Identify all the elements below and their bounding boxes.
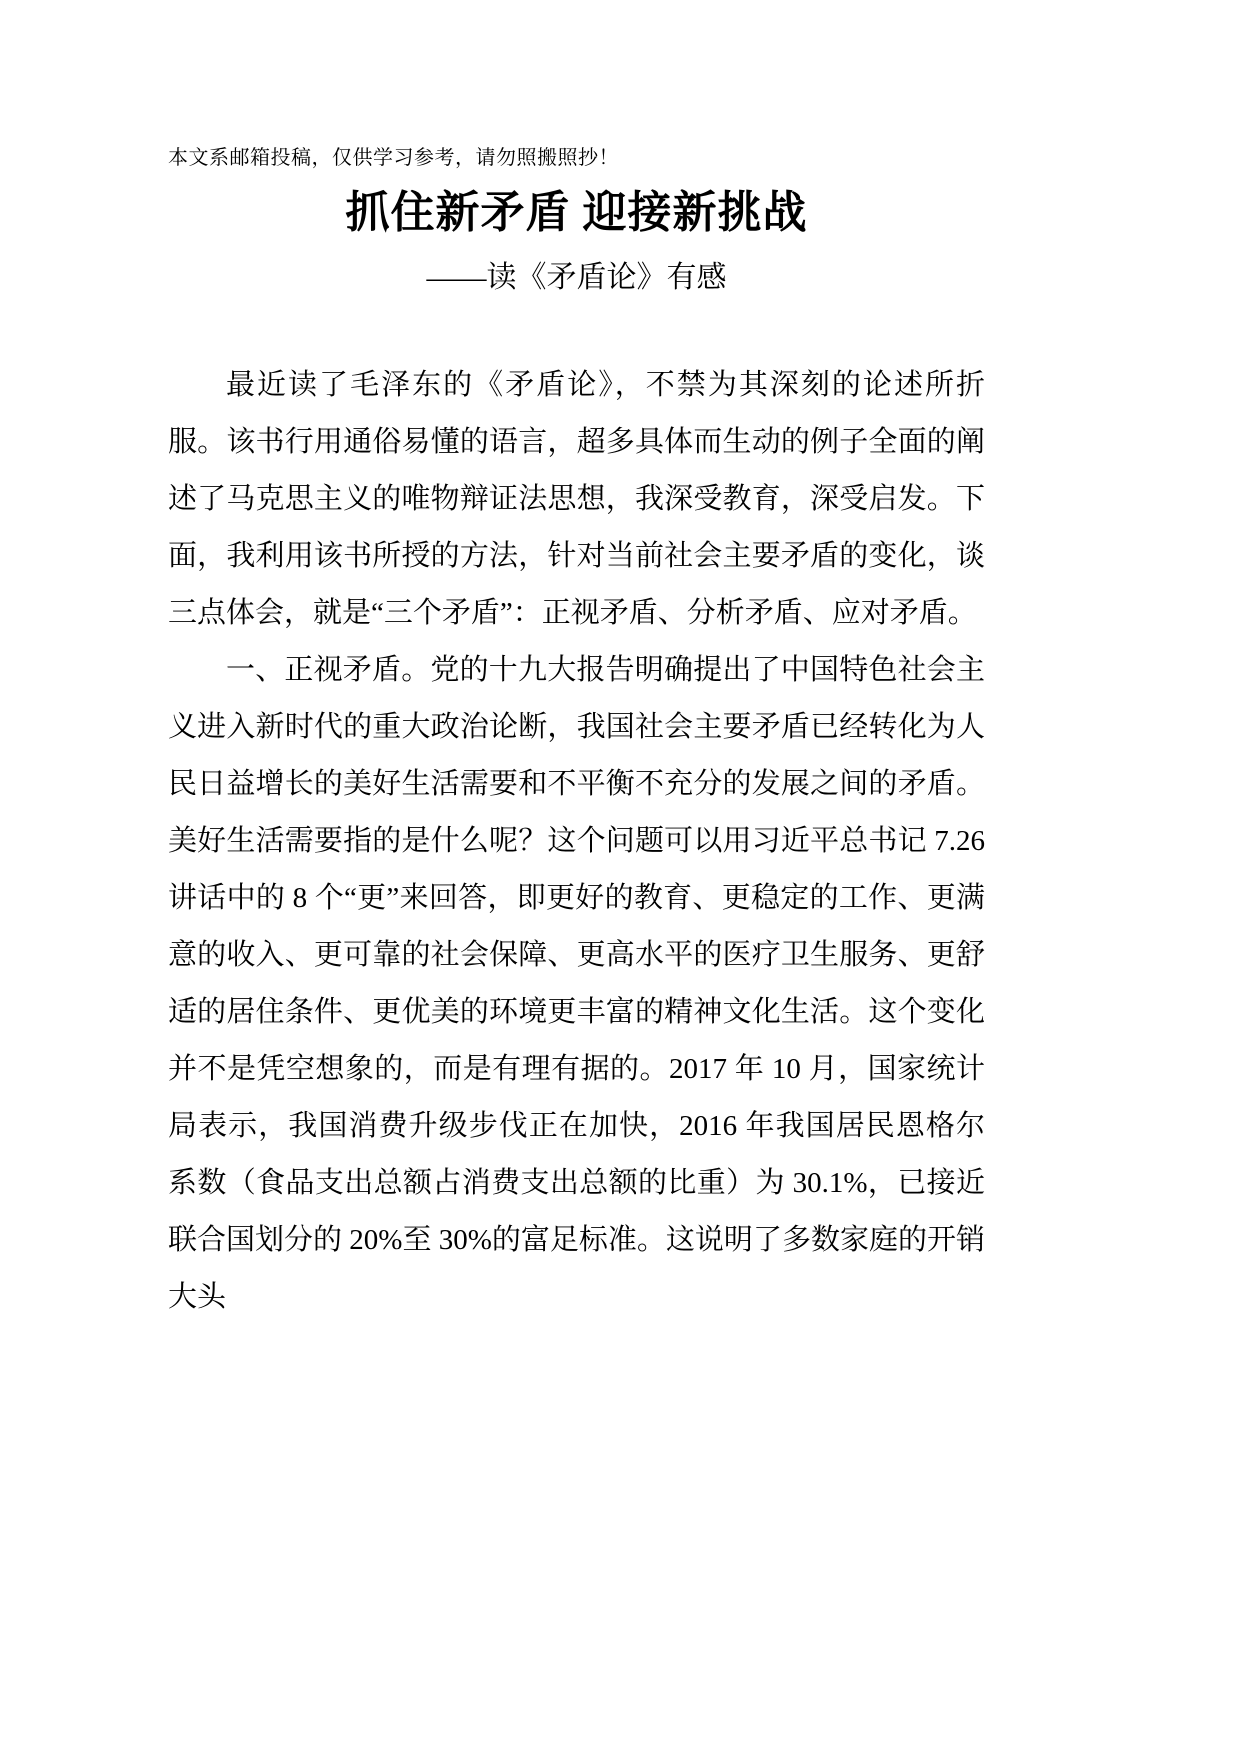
document-title: 抓住新矛盾 迎接新挑战 [345,188,808,237]
paragraph-point-one: 一、正视矛盾。党的十九大报告明确提出了中国特色社会主义进入新时代的重大政治论断，我国社会主要矛盾已经转化为人民日益增长的美好生活需要和不平衡不充分的发展之间的矛盾。美好生活需要指的是什么呢？这个问题可以用习近平总书记 7.26 讲话中的 8 个“更”来回答，即更好的教育、更稳定的工作、更满意的收入、更可靠的社会保障、更高水平的医疗卫生服务、更舒适的居住条件、更优美的环境更丰富的精神文化生活。这个变化并不是凭空想象的，而是有理有据的。2017 年 10 月，国家统计局表示，我国消费升级步伐正在加快，2016 年我国居民恩格尔系数（食品支出总额占消费支出总额的比重）为 30.1%，已接近联合国划分的 20%至 30%的富足标准。这说明了多数家庭的开销大头 [168,654,985,1313]
paragraph-intro: 最近读了毛泽东的《矛盾论》，不禁为其深刻的论述所折服。该书行用通俗易懂的语言，超多具体而生动的例子全面的阐述了马克思主义的唯物辩证法思想，我深受教育，深受启发。下面，我利用该书所授的方法，针对当前社会主要矛盾的变化，谈三点体会，就是“三个矛盾”：正视矛盾、分析矛盾、应对矛盾。 [168,369,985,629]
document-body [168,357,985,1326]
header-note: 本文系邮箱投稿，仅供学习参考，请勿照搬照抄！ [168,147,619,169]
document-subtitle: ——读《矛盾论》有感 [426,261,727,294]
